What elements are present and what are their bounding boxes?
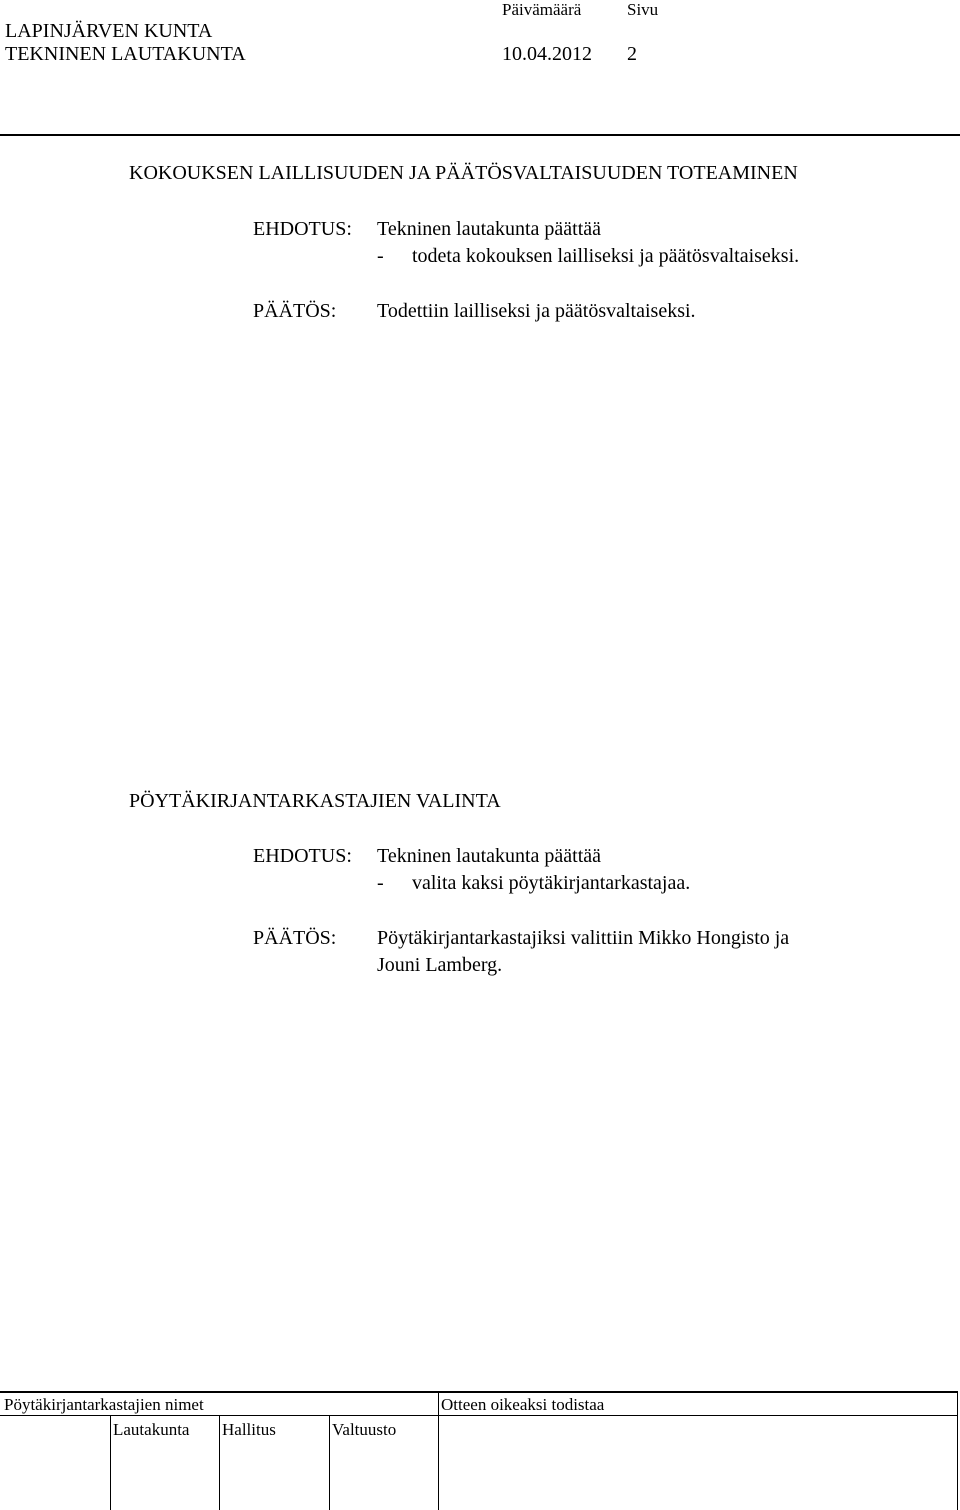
council-column-label: Valtuusto bbox=[332, 1420, 397, 1439]
table-right-border bbox=[957, 1391, 958, 1510]
proposal-item: todeta kokouksen lailliseksi ja päätösvaltaiseksi. bbox=[412, 245, 800, 267]
proposal-text: Tekninen lautakunta päättää bbox=[377, 218, 602, 240]
table-column-divider bbox=[219, 1416, 220, 1510]
table-column-divider bbox=[438, 1391, 439, 1510]
date-value: 10.04.2012 bbox=[502, 43, 592, 65]
government-column-label: Hallitus bbox=[222, 1420, 276, 1439]
decision-text: Todettiin lailliseksi ja päätösvaltaiseksi. bbox=[377, 300, 696, 322]
date-label: Päivämäärä bbox=[502, 0, 582, 19]
board-name: TEKNINEN LAUTAKUNTA bbox=[5, 43, 246, 65]
table-column-divider bbox=[329, 1416, 330, 1510]
org-name: LAPINJÄRVEN KUNTA bbox=[5, 20, 213, 42]
section-title: KOKOUKSEN LAILLISUUDEN JA PÄÄTÖSVALTAISUUDEN TOTEAMINEN bbox=[129, 162, 798, 184]
table-top-border bbox=[0, 1391, 958, 1393]
proposal-bullet: - bbox=[377, 872, 384, 894]
decision-text-continued: Jouni Lamberg. bbox=[377, 954, 503, 976]
proposal-label: EHDOTUS: bbox=[253, 218, 352, 240]
reviewers-label: Pöytäkirjantarkastajien nimet bbox=[4, 1395, 204, 1414]
table-column-divider bbox=[110, 1416, 111, 1510]
table-row-divider bbox=[438, 1415, 958, 1416]
section-title: PÖYTÄKIRJANTARKASTAJIEN VALINTA bbox=[129, 790, 501, 812]
page-label: Sivu bbox=[627, 0, 659, 19]
proposal-item: valita kaksi pöytäkirjantarkastajaa. bbox=[412, 872, 691, 894]
page-number: 2 bbox=[627, 43, 637, 65]
header-divider bbox=[0, 134, 960, 136]
proposal-bullet: - bbox=[377, 245, 384, 267]
proposal-label: EHDOTUS: bbox=[253, 845, 352, 867]
decision-label: PÄÄTÖS: bbox=[253, 300, 337, 322]
board-column-label: Lautakunta bbox=[113, 1420, 190, 1439]
decision-text: Pöytäkirjantarkastajiksi valittiin Mikko Hongisto ja bbox=[377, 927, 790, 949]
proposal-text: Tekninen lautakunta päättää bbox=[377, 845, 602, 867]
certified-label: Otteen oikeaksi todistaa bbox=[441, 1395, 605, 1414]
decision-label: PÄÄTÖS: bbox=[253, 927, 337, 949]
